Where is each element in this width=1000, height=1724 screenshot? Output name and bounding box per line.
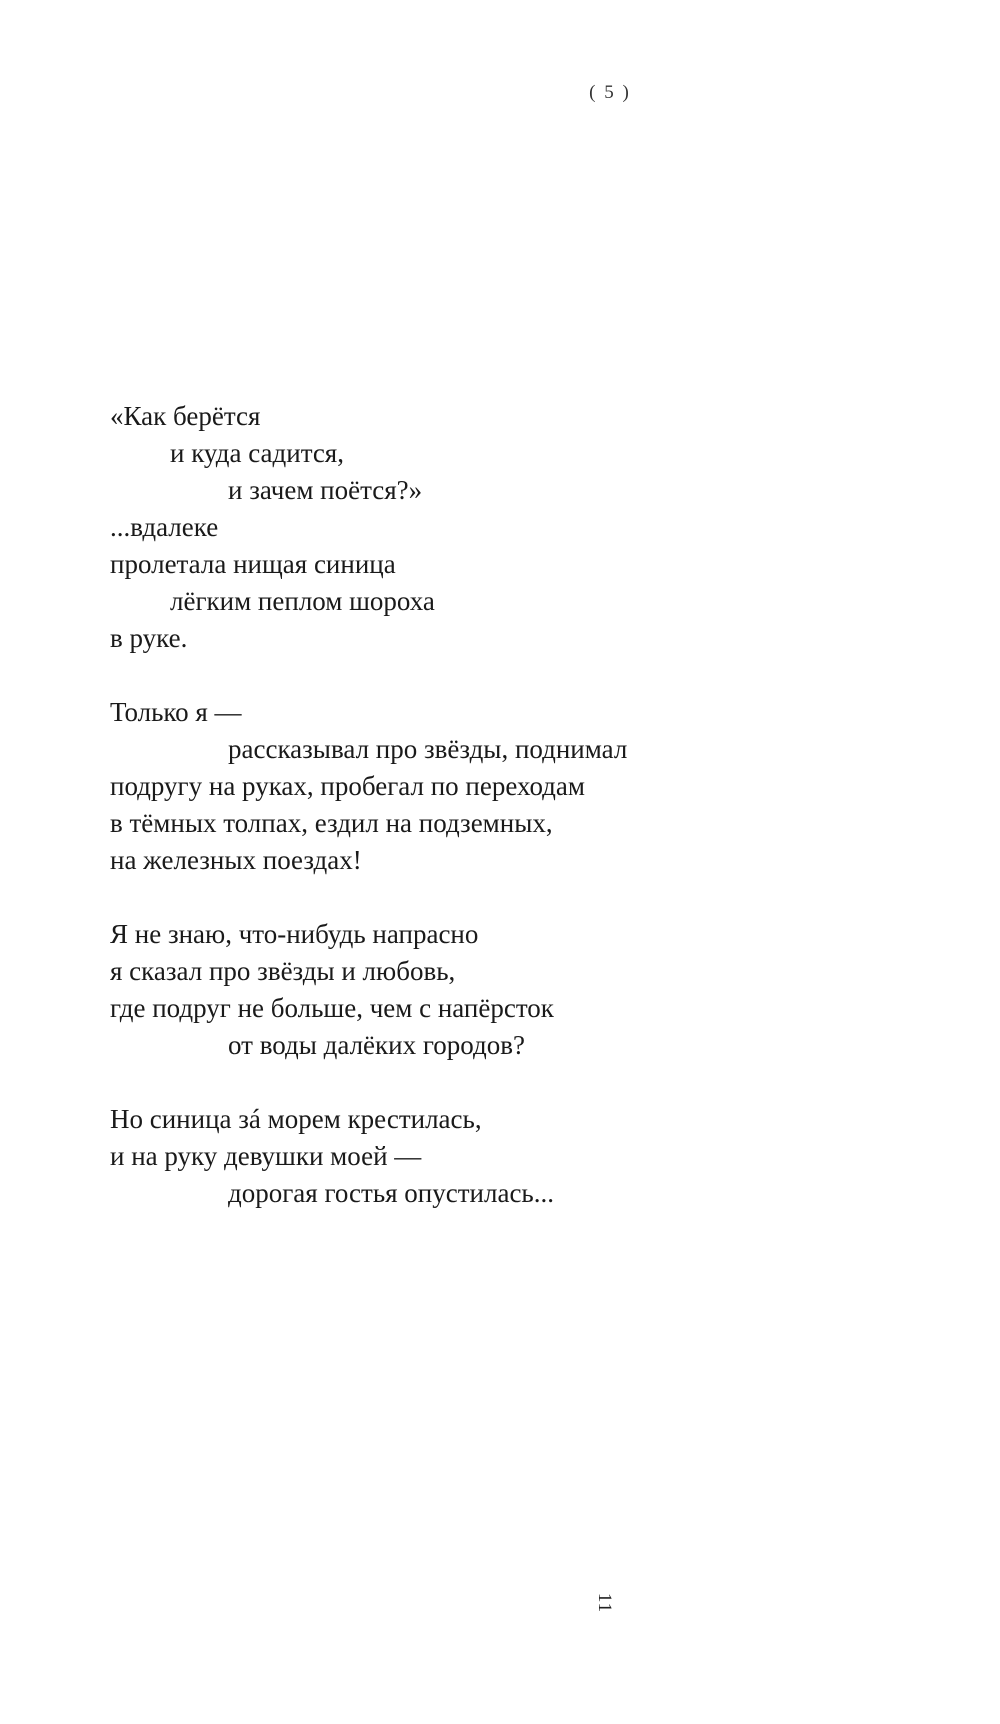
poem-line: и зачем поётся?»: [228, 475, 423, 505]
poem-line: и на руку девушки моей —: [110, 1141, 422, 1171]
poem-line: Я не знаю, что-нибудь напрасно: [110, 919, 479, 949]
poem-line: дорогая гостья опустилась...: [228, 1178, 554, 1208]
poem-line: в руке.: [110, 623, 188, 653]
stanza-1: [110, 398, 910, 657]
poem-line: от воды далёких городов?: [228, 1030, 525, 1060]
poem-line: ...вдалеке: [110, 512, 219, 542]
poem-line: и куда садится,: [170, 438, 344, 468]
poem-line: лёгким пеплом шороха: [170, 586, 435, 616]
stanza-2: [110, 694, 910, 879]
poem-line: на железных поездах!: [110, 845, 362, 875]
poem-text: [110, 398, 910, 1212]
poem-number: ( 5 ): [589, 82, 631, 103]
stanza-gap: [110, 879, 910, 916]
page-number: 11: [594, 1592, 616, 1614]
stanza-gap: [110, 657, 910, 694]
stanza-3: [110, 916, 910, 1064]
poem-line: пролетала нищая синица: [110, 549, 396, 579]
stanza-gap: [110, 1064, 910, 1101]
poem-line: в тёмных толпах, ездил на подземных,: [110, 808, 553, 838]
poem-line: где подруг не больше, чем с напёрсток: [110, 993, 554, 1023]
poem-line: Но синица зá морем крестилась,: [110, 1104, 482, 1134]
poem-line: «Как берётся: [110, 401, 261, 431]
stanza-4: [110, 1101, 910, 1212]
poem-line: я сказал про звёзды и любовь,: [110, 956, 456, 986]
poem-line: подругу на руках, пробегал по переходам: [110, 771, 585, 801]
poem-line: Только я —: [110, 697, 242, 727]
poem-line: рассказывал про звёзды, поднимал: [228, 734, 628, 764]
